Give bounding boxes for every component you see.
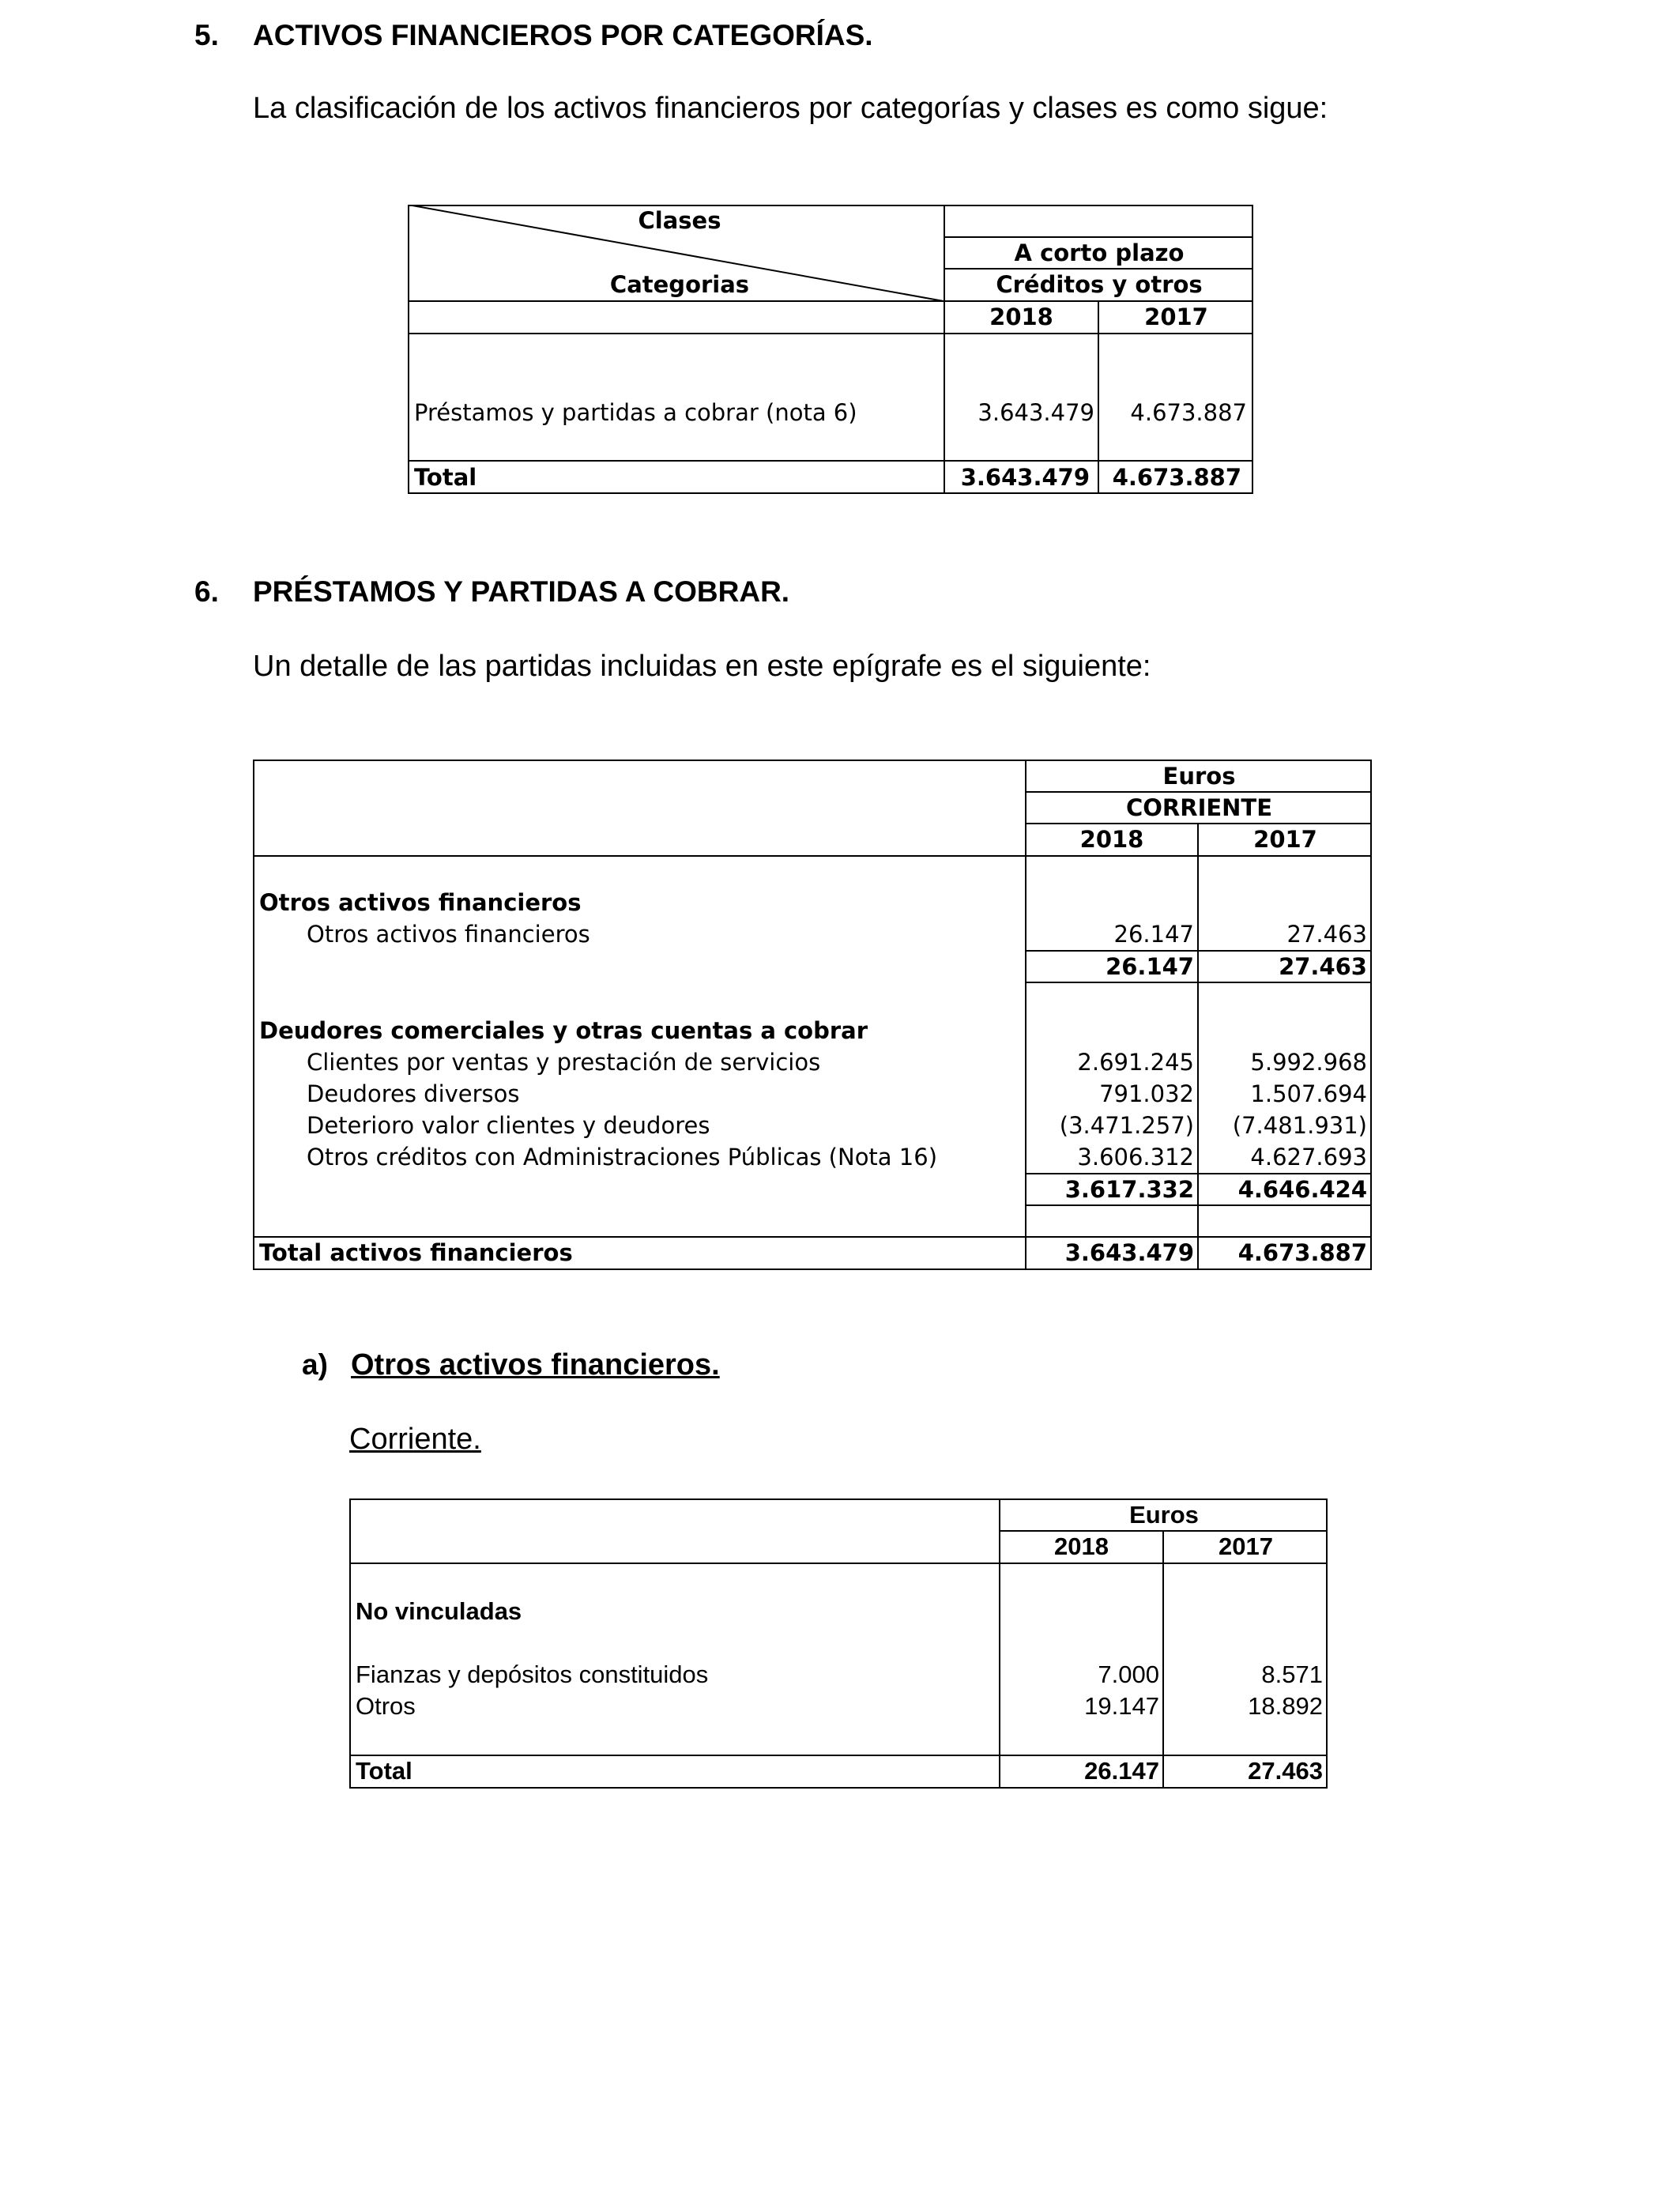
row-value-2018: (3.471.257) xyxy=(1059,1112,1194,1139)
row-value-2017: 4.673.887 xyxy=(1130,399,1247,426)
header-year-2017: 2017 xyxy=(1253,826,1317,853)
header-year-2018: 2018 xyxy=(1054,1532,1109,1560)
header-categorias: Categorias xyxy=(609,271,750,298)
row-label: Otros xyxy=(356,1692,416,1720)
row-label: Otros activos financieros xyxy=(307,921,590,948)
row-label: Deterioro valor clientes y deudores xyxy=(307,1112,710,1139)
row-value-2018: 791.032 xyxy=(1099,1080,1194,1107)
row-value-2017: 18.892 xyxy=(1248,1692,1323,1720)
total-value-2017: 4.673.887 xyxy=(1112,464,1241,491)
section-5-title: ACTIVOS FINANCIEROS POR CATEGORÍAS. xyxy=(253,19,873,51)
subsection-a-subtitle: Corriente. xyxy=(349,1423,481,1456)
subtotal-1-2018: 26.147 xyxy=(1106,953,1194,980)
group-otros-activos-title: Otros activos financieros xyxy=(259,889,582,916)
header-year-2017: 2017 xyxy=(1144,303,1208,330)
section-6-intro: Un detalle de las partidas incluidas en este epígrafe es el siguiente: xyxy=(253,650,1151,683)
subtotal-2-2017: 4.646.424 xyxy=(1237,1176,1367,1203)
total-value-2017: 27.463 xyxy=(1248,1757,1323,1785)
row-value-2017: 4.627.693 xyxy=(1250,1144,1367,1171)
header-year-2017: 2017 xyxy=(1219,1532,1273,1560)
row-value-2017: (7.481.931) xyxy=(1232,1112,1367,1139)
row-value-2017: 1.507.694 xyxy=(1250,1080,1367,1107)
total-label: Total xyxy=(356,1757,412,1785)
row-value-2018: 3.643.479 xyxy=(977,399,1094,426)
row-value-2017: 8.571 xyxy=(1261,1661,1323,1688)
total-value-2018: 26.147 xyxy=(1084,1757,1159,1785)
total-value-2018: 3.643.479 xyxy=(960,464,1090,491)
total-value-2017: 4.673.887 xyxy=(1237,1239,1367,1266)
subsection-a-letter: a) xyxy=(302,1348,328,1381)
subtotal-1-2017: 27.463 xyxy=(1279,953,1367,980)
row-label: Deudores diversos xyxy=(307,1080,520,1107)
row-label: Otros créditos con Administraciones Públicas (Nota 16) xyxy=(307,1144,938,1171)
row-value-2018: 26.147 xyxy=(1113,921,1194,948)
section-6-title: PRÉSTAMOS Y PARTIDAS A COBRAR. xyxy=(253,575,790,608)
row-label: Clientes por ventas y prestación de servicios xyxy=(307,1049,821,1076)
section-6-number: 6. xyxy=(194,575,219,608)
group-no-vinculadas-title: No vinculadas xyxy=(356,1597,522,1625)
header-year-2018: 2018 xyxy=(1079,826,1144,853)
header-clases: Clases xyxy=(638,207,721,234)
row-label: Préstamos y partidas a cobrar (nota 6) xyxy=(414,399,857,426)
header-creditos-y-otros: Créditos y otros xyxy=(996,271,1203,298)
row-value-2017: 5.992.968 xyxy=(1250,1049,1367,1076)
subtotal-2-2018: 3.617.332 xyxy=(1064,1176,1194,1203)
group-deudores-title: Deudores comerciales y otras cuentas a cobrar xyxy=(259,1017,868,1044)
header-a-corto-plazo: A corto plazo xyxy=(1014,239,1185,266)
total-label: Total xyxy=(414,464,477,491)
header-euros: Euros xyxy=(1162,763,1236,790)
section-5-number: 5. xyxy=(194,19,219,51)
section-5-intro: La clasificación de los activos financieros por categorías y clases es como sigue: xyxy=(253,92,1328,125)
header-corriente: CORRIENTE xyxy=(1125,794,1273,821)
row-value-2017: 27.463 xyxy=(1286,921,1367,948)
row-value-2018: 3.606.312 xyxy=(1077,1144,1194,1171)
row-value-2018: 19.147 xyxy=(1084,1692,1159,1720)
total-value-2018: 3.643.479 xyxy=(1064,1239,1194,1266)
subsection-a-title: Otros activos financieros. xyxy=(351,1348,720,1382)
row-label: Fianzas y depósitos constituidos xyxy=(356,1661,709,1688)
row-value-2018: 7.000 xyxy=(1098,1661,1159,1688)
header-euros: Euros xyxy=(1129,1501,1199,1529)
total-label: Total activos financieros xyxy=(259,1239,573,1266)
row-value-2018: 2.691.245 xyxy=(1077,1049,1194,1076)
header-year-2018: 2018 xyxy=(989,303,1053,330)
